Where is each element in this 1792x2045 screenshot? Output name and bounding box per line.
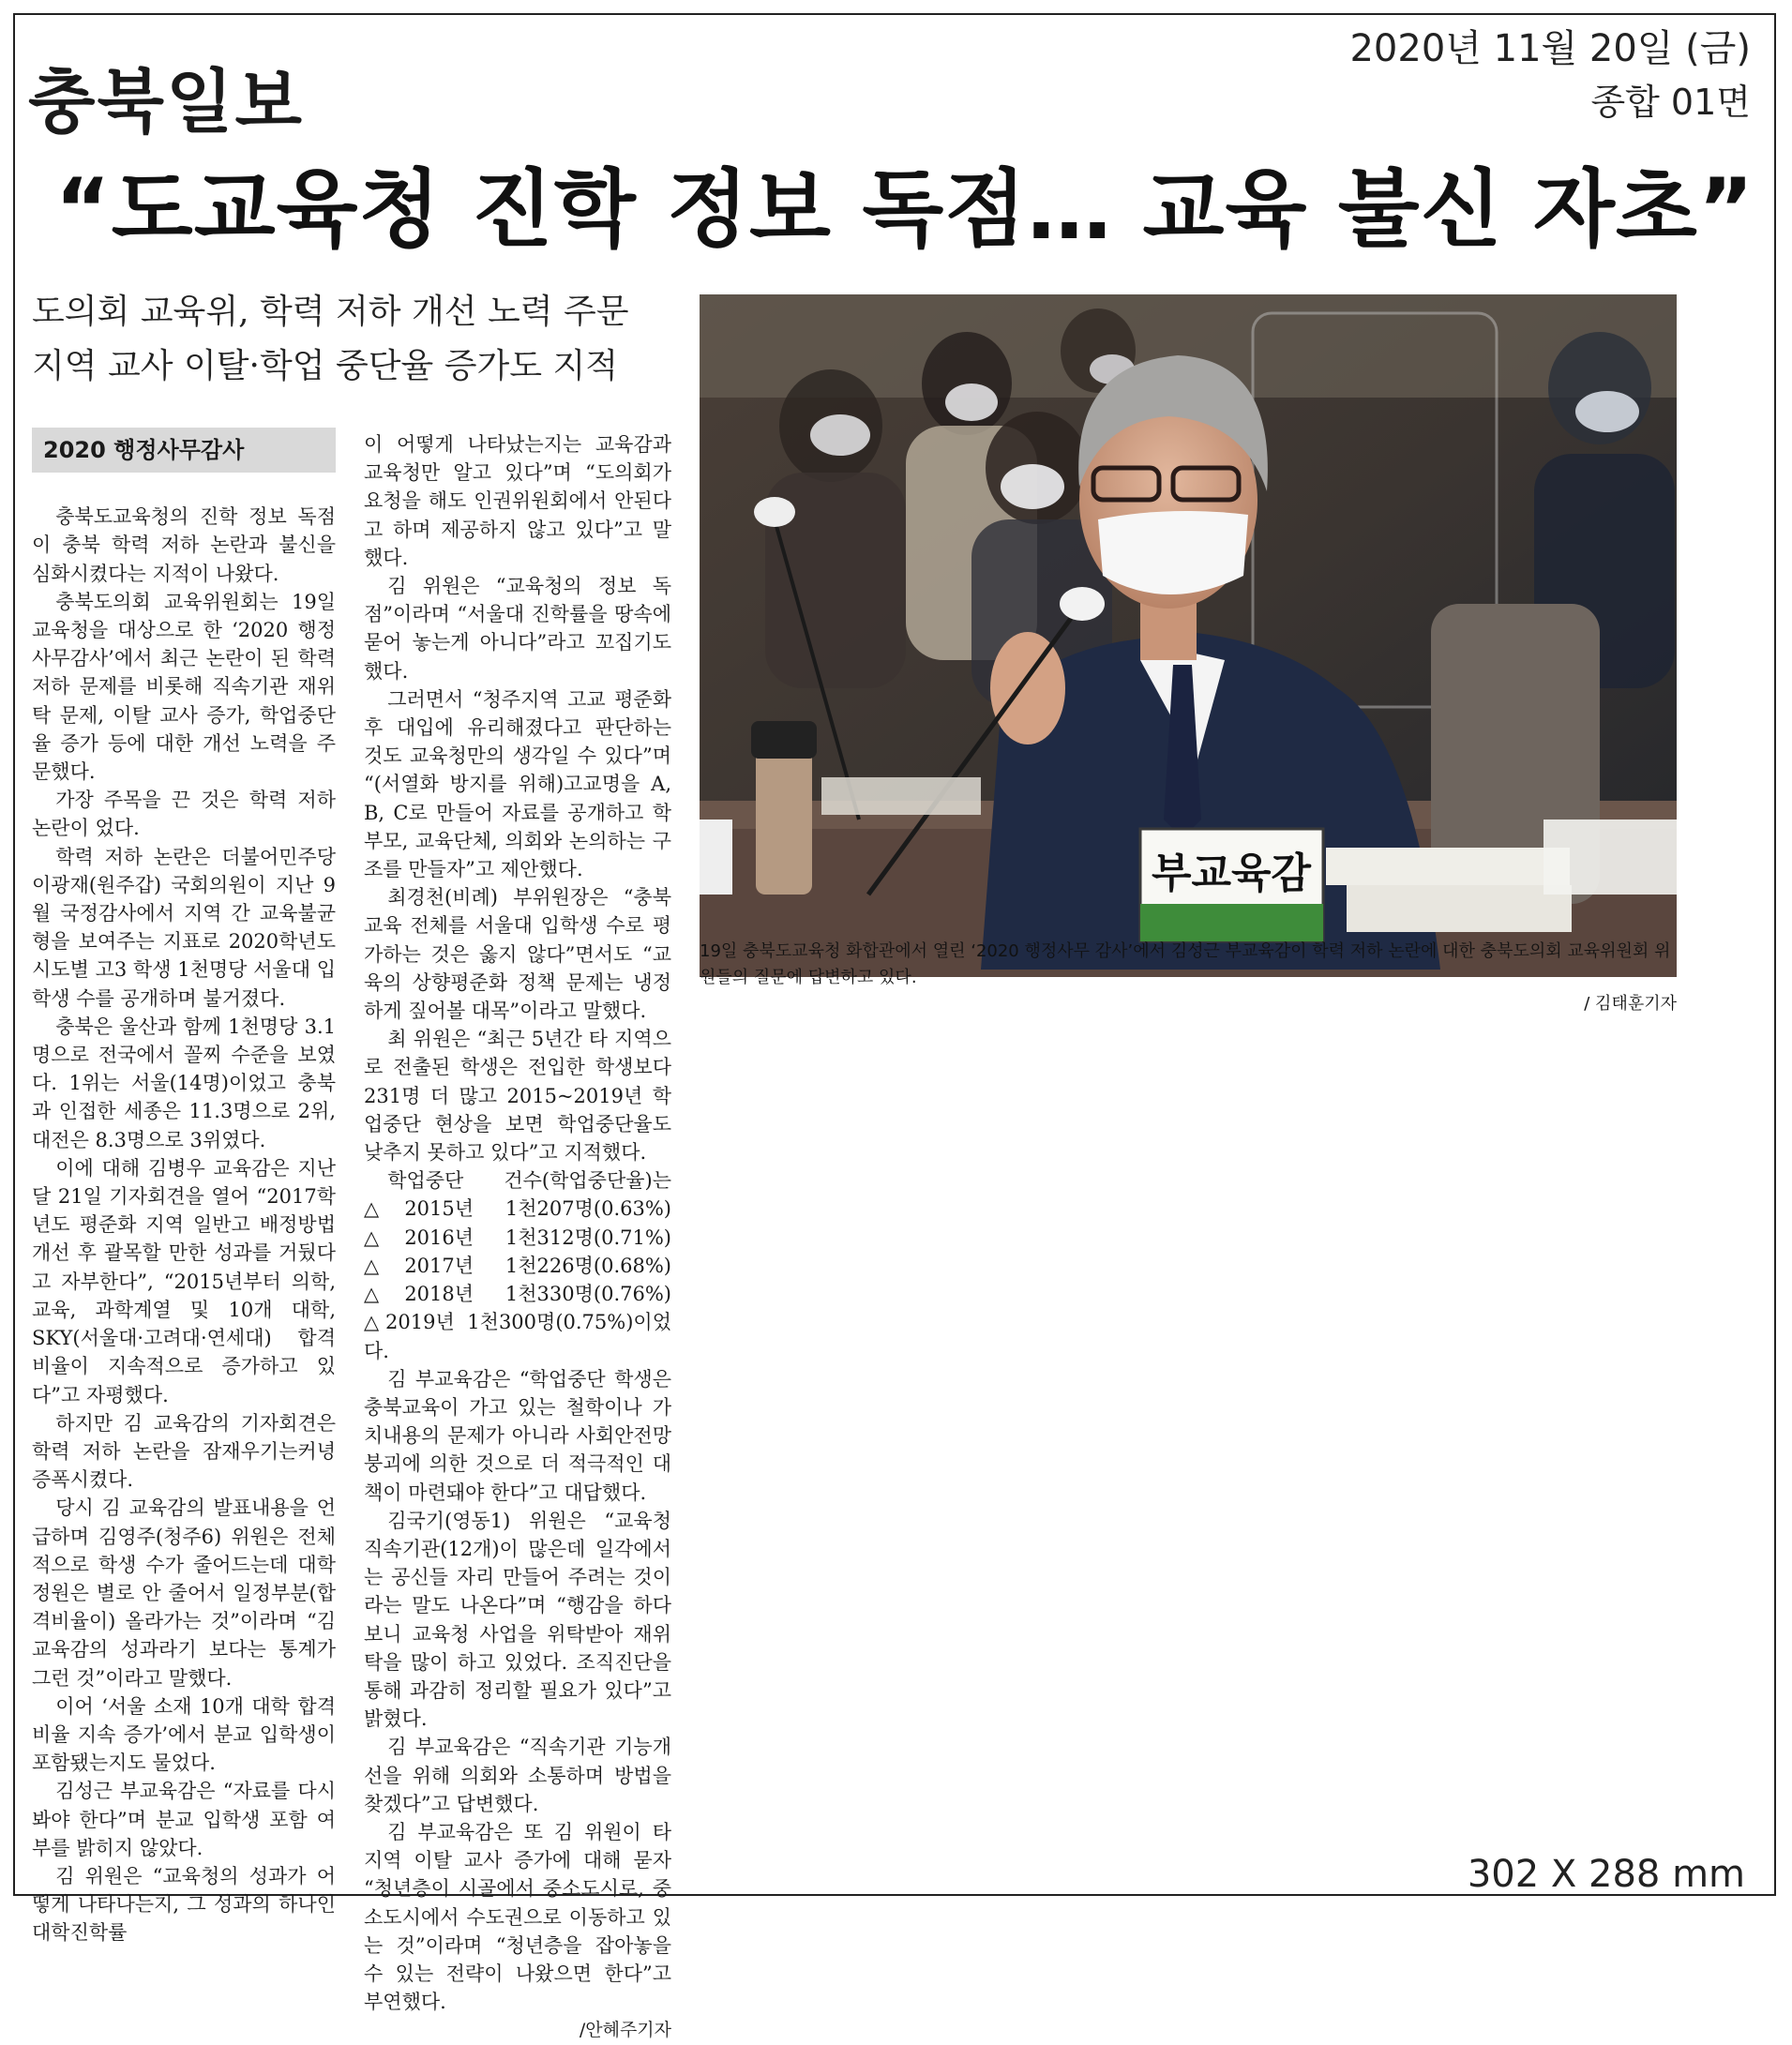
news-photo-illustration — [700, 294, 1677, 977]
subhead-line: 도의회 교육위, 학력 저하 개선 노력 주문 — [32, 293, 629, 331]
paragraph: 당시 김 교육감의 발표내용을 언급하며 김영주(청주6) 위원은 전체적으로 학생 수가 줄어드는데 대학 정원은 별로 안 줄어서 일정부분(합격비율이) 올라가는 것”이라며 “김 교육감의 성과라기 보다는 통계가 그런 것”이라고 말했다. — [32, 1496, 336, 1690]
paragraph: 김성근 부교육감은 “자료를 다시 봐야 한다”며 분교 입학생 포함 여부를 밝히지 않았다. — [32, 1780, 336, 1859]
byline: /안혜주기자 — [579, 2020, 671, 2041]
paragraph: 충북도교육청의 진학 정보 독점이 충북 학력 저하 논란과 불신을 심화시켰다는 지적이 나왔다. — [32, 505, 336, 585]
paragraph: 김 부교육감은 “직속기관 기능개선을 위해 의회와 소통하며 방법을 찾겠다”고 답변했다. — [364, 1736, 671, 1815]
paragraph: 김 위원은 “교육청의 성과가 어떻게 나타나는지, 그 성과의 하나인 대학진학률 — [32, 1864, 336, 1945]
paragraph: 학업중단 건수(학업중단율)는 △2015년 1천207명(0.63%) △2016년 1천312명(0.71%) △2017년 1천226명(0.68%) △2018년 1천330명(0.76%) △2019년 1천300명(0.75%)이었다. — [364, 1169, 671, 1362]
subheadline — [32, 285, 629, 394]
paragraph: 김국기(영동1) 위원은 “교육청 직속기관(12개)이 많은데 일각에서는 공신들 자리 만들어 주려는 것이라는 말도 나온다”며 “행감을 하다 보니 교육청 사업을 위탁받아 재위탁을 많이 하고 있었다. 조직진단을 통해 과감히 정리할 필요가 있다”고 밝혔다. — [364, 1509, 671, 1731]
masthead-logo: 충북일보 — [28, 62, 304, 143]
photo-caption — [700, 939, 1677, 1017]
paragraph: 이에 대해 김병우 교육감은 지난달 21일 기자회견을 열어 “2017학년도 평준화 지역 일반고 배정방법 개선 후 괄목할 만한 성과를 거뒀다고 자부한다”, “2015년부터 의학, 교육, 과학계열 및 10개 대학, SKY(서울대·고려대·연세대) 합격 비율이 지속적으로 증가하고 있다”고 자평했다. — [32, 1156, 336, 1406]
paragraph: 가장 주목을 끈 것은 학력 저하 논란이 었다. — [32, 789, 336, 840]
paragraph: 이 어떻게 나타났는지는 교육감과 교육청만 알고 있다”며 “도의회가 요청을 해도 인권위원회에서 안된다고 하며 제공하지 않고 있다”고 말했다. — [364, 433, 671, 569]
section-tag: 2020 행정사무감사 — [32, 428, 336, 473]
paragraph: 김 부교육감은 또 김 위원이 타 지역 이탈 교사 증가에 대해 묻자 “청년층이 시골에서 중소도시로, 중소도시에서 수도권으로 이동하고 있는 것”이라며 “청년층을 잡아놓을 수 있는 전략이 나왔으면 한다”고 부연했다. — [364, 1820, 671, 2014]
paragraph: 김 위원은 “교육청의 정보 독점”이라며 “서울대 진학률을 땅속에 묻어 놓는게 아니다”라고 꼬집기도 했다. — [364, 575, 671, 683]
paragraph: 최 위원은 “최근 5년간 타 지역으로 전출된 학생은 전입한 학생보다 231명 더 많고 2015~2019년 학업중단 현상을 보면 학업중단율도 낮추지 못하고 있다”고 지적했다. — [364, 1028, 671, 1165]
article-column-1 — [32, 428, 336, 1947]
paragraph: 충북은 울산과 함께 1천명당 3.1명으로 전국에서 꼴찌 수준을 보였다. 1위는 서울(14명)이었고 충북과 인접한 세종은 11.3명으로 2위, 대전은 8.3명으로 3위였다. — [32, 1015, 336, 1151]
news-photo — [700, 294, 1677, 977]
paragraph: 하지만 김 교육감의 기자회견은 학력 저하 논란을 잠재우기는커녕 증폭시켰다. — [32, 1411, 336, 1492]
paragraph: 그러면서 “청주지역 고교 평준화 후 대입에 유리해졌다고 판단하는 것도 교육청만의 생각일 수 있다”며 “(서열화 방지를 위해)고교명을 A, B, C로 만들어 자료를 공개하고 학부모, 교육단체, 의회와 논의하는 구조를 만들자”고 제안했다. — [364, 687, 671, 881]
paragraph: 김 부교육감은 “학업중단 학생은 충북교육이 가고 있는 철학이나 가치내용의 문제가 아니라 사회안전망 붕괴에 의한 것으로 더 적극적인 대책이 마련돼야 한다”고 대답했다. — [364, 1367, 671, 1504]
photo-credit: / 김태훈기자 — [1584, 994, 1677, 1014]
paragraph: 이어 ‘서울 소재 10개 대학 합격 비율 지속 증가’에서 분교 입학생이 포함됐는지도 물었다. — [32, 1694, 336, 1775]
nameplate-text: 부교육감 — [1151, 850, 1312, 897]
section-label: 종합 01면 — [1590, 82, 1751, 123]
paragraph: 학력 저하 논란은 더불어민주당 이광재(원주갑) 국회의원이 지난 9월 국정감사에서 지역 간 교육불균형을 보여주는 지표로 2020학년도 시도별 고3 학생 1천명당 서울대 입학생 수를 공개하며 불거졌다. — [32, 845, 336, 1010]
paragraph: 최경천(비례) 부위원장은 “충북 교육 전체를 서울대 입학생 수로 평가하는 것은 옳지 않다”면서도 “교육의 상향평준화 정책 문제는 냉정하게 짚어볼 대목”이라고 말했다. — [364, 886, 671, 1023]
article-column-2 — [364, 430, 671, 2045]
subhead-line: 지역 교사 이탈·학업 중단율 증가도 지적 — [32, 347, 619, 385]
clipping-dimensions: 302 X 288 mm — [1467, 1853, 1745, 1896]
issue-date: 2020년 11월 20일 (금) — [1349, 27, 1751, 70]
caption-text: 19일 충북도교육청 화합관에서 열린 ‘2020 행정사무 감사’에서 김성근 부교육감이 학력 저하 논란에 대한 충북도의회 교육위원회 위원들의 질문에 답변하고 있다. — [700, 941, 1671, 987]
headline: “도교육청 진학 정보 독점… 교육 불신 자초” — [54, 160, 1754, 259]
paragraph: 충북도의회 교육위원회는 19일 교육청을 대상으로 한 ‘2020 행정사무감사’에서 최근 논란이 된 학력 저하 문제를 비롯해 직속기관 재위탁 문제, 이탈 교사 증가, 학업중단율 증가 등에 대한 개선 노력을 주문했다. — [32, 590, 336, 784]
